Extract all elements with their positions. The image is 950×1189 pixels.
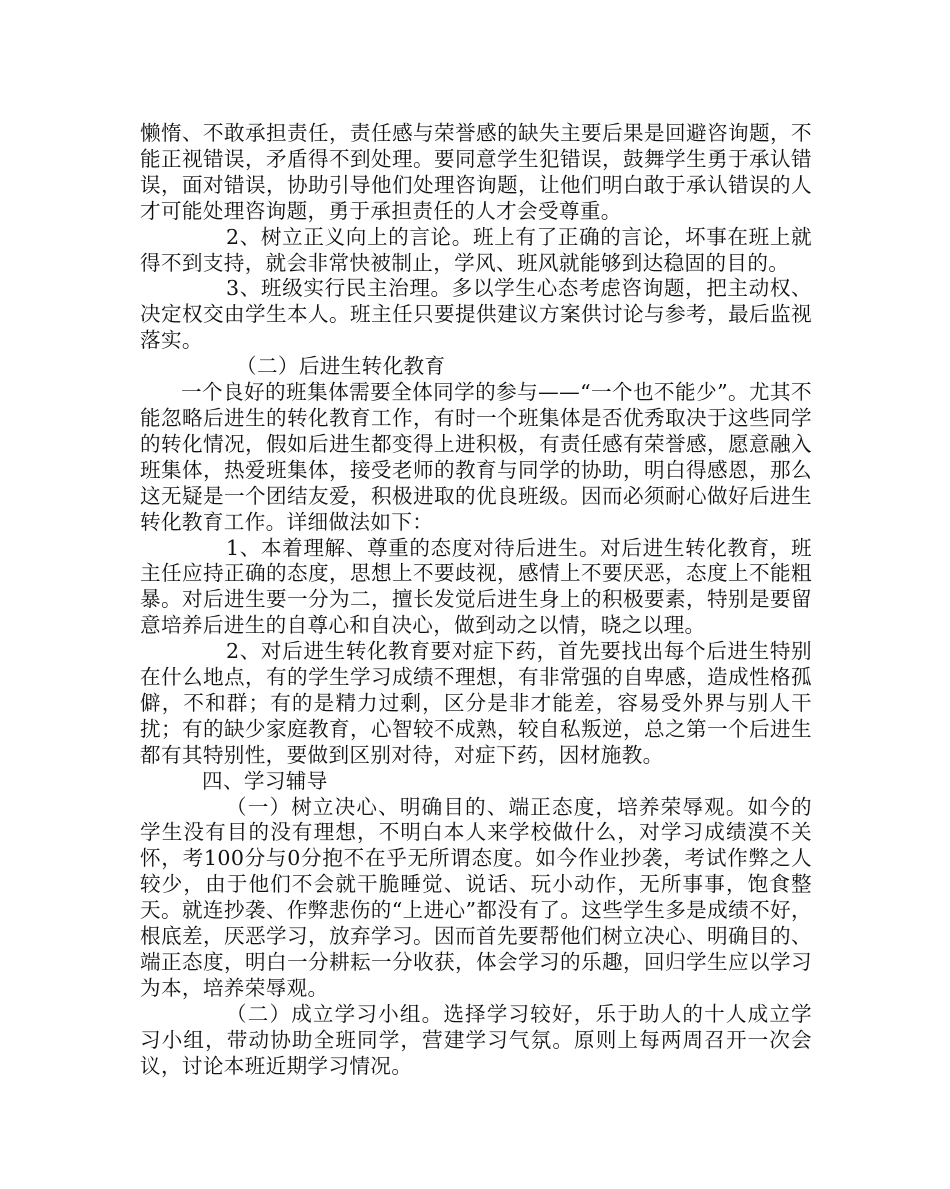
section-heading-underachiever: （二）后进生转化教育 bbox=[236, 354, 446, 379]
paragraph-study-group: （二）成立学习小组。选择学习较好，乐于助人的十人成立学习小组，带动协助全班同学，营建学习气氛。原则上每两周召开一次会议，讨论本班近期学习情况。 bbox=[140, 1001, 812, 1078]
paragraph-democratic-management: 3、班级实行民主治理。多以学生心态考虑咨询题，把主动权、决定权交由学生本人。班主任只要提供建议方案供讨论与参考，最后监视落实。 bbox=[140, 276, 812, 353]
paragraph-righteous-opinion: 2、树立正义向上的言论。班上有了正确的言论，坏事在班上就得不到支持，就会非常快被制止，学风、班风就能够到达稳固的目的。 bbox=[140, 224, 812, 275]
paragraph-class-collective: 一个良好的班集体需要全体同学的参与——“一个也不能少”。尤其不能忽略后进生的转化教育工作，有时一个班集体是否优秀取决于这些同学的转化情况，假如后进生都变得上进积极，有责任感有荣誉感，愿意融入班集体，热爱班集体，接受老师的教育与同学的协助，明白得感恩，那么这无疑是一个团结友爱，积极进取的优良班级。因而必须耐心做好后进生转化教育工作。详细做法如下： bbox=[140, 380, 812, 534]
paragraph-continuation: 懒惰、不敢承担责任，责任感与荣誉感的缺失主要后果是回避咨询题，不能正视错误，矛盾得不到处理。要同意学生犯错误，鼓舞学生勇于承认错误，面对错误，协助引导他们处理咨询题，让他们明白敢于承认错误的人才可能处理咨询题，勇于承担责任的人才会受尊重。 bbox=[140, 121, 812, 223]
paragraph-respect-attitude: 1、本着理解、尊重的态度对待后进生。对后进生转化教育，班主任应持正确的态度，思想上不要歧视，感情上不要厌恶，态度上不能粗暴。对后进生要一分为二，擅长发觉后进生身上的积极要素，特别是要留意培养后进生的自尊心和自决心，做到动之以情，晓之以理。 bbox=[140, 535, 812, 638]
section-heading-study-guidance: 四、学习辅导 bbox=[202, 768, 328, 793]
paragraph-goals-attitude: （一）树立决心、明确目的、端正态度，培养荣辱观。如今的学生没有目的没有理想，不明白本人来学校做什么，对学习成绩漠不关怀，考100分与0分抱不在乎无所谓态度。如今作业抄袭，考试作弊之人较少，由于他们不会就干脆睡觉、说话、玩小动作，无所事事，饱食整天。就连抄袭、作弊悲伤的“上进心”都没有了。这些学生多是成绩不好，根底差，厌恶学习，放弃学习。因而首先要帮他们树立决心、明确目的、端正态度，明白一分耕耘一分收获，体会学习的乐趣，回归学生应以学习为本，培养荣辱观。 bbox=[140, 794, 812, 1000]
paragraph-targeted-approach: 2、对后进生转化教育要对症下药，首先要找出每个后进生特别在什么地点，有的学生学习成绩不理想，有非常强的自卑感，造成性格孤僻，不和群；有的是精力过剩，区分是非才能差，容易受外界与别人干扰；有的缺少家庭教育，心智较不成熟，较自私叛逆，总之第一个后进生都有其特别性，要做到区别对待，对症下药，因材施教。 bbox=[140, 639, 812, 767]
document-body bbox=[140, 121, 812, 1080]
